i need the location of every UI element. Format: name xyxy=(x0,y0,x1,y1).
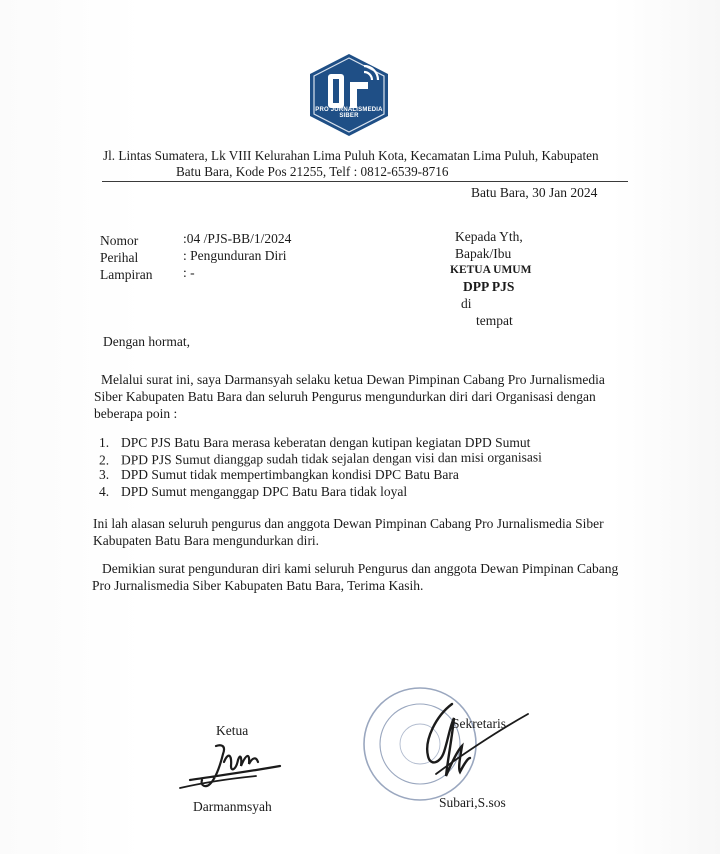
list-item xyxy=(99,466,459,483)
nomor-label: Nomor xyxy=(100,233,139,248)
recipient-line-3: KETUA UMUM xyxy=(450,264,532,276)
list-item-number: 3. xyxy=(99,467,110,482)
paragraph-1-line-3: beberapa poin : xyxy=(94,406,178,421)
paragraph-1-line-1: Melalui surat ini, saya Darmansyah selaku ketua Dewan Pimpinan Cabang Pro Jurnalismedia xyxy=(101,372,605,387)
list-item-text: DPD Sumut tidak mempertimbangkan kondisi DPC Batu Bara xyxy=(121,467,459,482)
perihal-value: : Pengunduran Diri xyxy=(183,248,287,263)
address-line-1: Jl. Lintas Sumatera, Lk VIII Kelurahan Lima Puluh Kota, Kecamatan Lima Puluh, Kabupaten xyxy=(103,148,599,163)
ketua-signature xyxy=(176,732,296,802)
list-item-number: 2. xyxy=(99,452,110,468)
ketua-name: Darmanmsyah xyxy=(193,799,272,814)
recipient-line-6: tempat xyxy=(476,313,513,328)
paragraph-3-line-1: Demikian surat pengunduran diri kami seluruh Pengurus dan anggota Dewan Pimpinan Cabang xyxy=(102,561,619,576)
paragraph-3-line-2: Pro Jurnalismedia Siber Kabupaten Batu Bara, Terima Kasih. xyxy=(92,578,424,593)
letter-date: Batu Bara, 30 Jan 2024 xyxy=(471,185,598,200)
logo-caption: PRO JURNALISMEDIA SIBER xyxy=(315,107,383,119)
paragraph-1-line-2: Siber Kabupaten Batu Bara dan seluruh Pengurus mengundurkan diri dari Organisasi dengan xyxy=(94,389,596,404)
organization-logo xyxy=(306,52,392,138)
perihal-label: Perihal xyxy=(100,250,139,265)
recipient-line-1: Kepada Yth, xyxy=(455,229,523,244)
sekretaris-title: Sekretaris xyxy=(452,716,506,731)
lampiran-value: : - xyxy=(183,265,195,280)
recipient-line-4: DPP PJS xyxy=(463,279,515,294)
lampiran-label: Lampiran xyxy=(100,267,153,282)
logo-mark-icon xyxy=(306,52,392,138)
list-item-text: DPD PJS Sumut dianggap sudah tidak sejalan dengan visi dan misi organisasi xyxy=(121,449,542,468)
header-divider xyxy=(102,181,628,182)
recipient-line-5: di xyxy=(461,296,472,311)
list-item xyxy=(99,483,407,500)
ketua-title: Ketua xyxy=(216,723,249,738)
sekretaris-signature xyxy=(400,696,540,796)
list-item-number: 1. xyxy=(99,435,110,450)
list-item-number: 4. xyxy=(99,484,110,499)
paragraph-2-line-1: Ini lah alasan seluruh pengurus dan anggota Dewan Pimpinan Cabang Pro Jurnalismedia Siber xyxy=(93,516,604,531)
list-item-text: DPD Sumut menganggap DPC Batu Bara tidak loyal xyxy=(121,484,408,499)
list-item-text: DPC PJS Batu Bara merasa keberatan dengan kutipan kegiatan DPD Sumut xyxy=(121,435,531,450)
sekretaris-name: Subari,S.sos xyxy=(439,795,506,810)
recipient-line-2: Bapak/Ibu xyxy=(455,246,512,261)
nomor-value: :04 /PJS-BB/1/2024 xyxy=(183,231,292,246)
paragraph-2-line-2: Kabupaten Batu Bara mengundurkan diri. xyxy=(93,533,320,548)
address-line-2: Batu Bara, Kode Pos 21255, Telf : 0812-6539-8716 xyxy=(176,164,449,179)
greeting: Dengan hormat, xyxy=(103,334,190,349)
